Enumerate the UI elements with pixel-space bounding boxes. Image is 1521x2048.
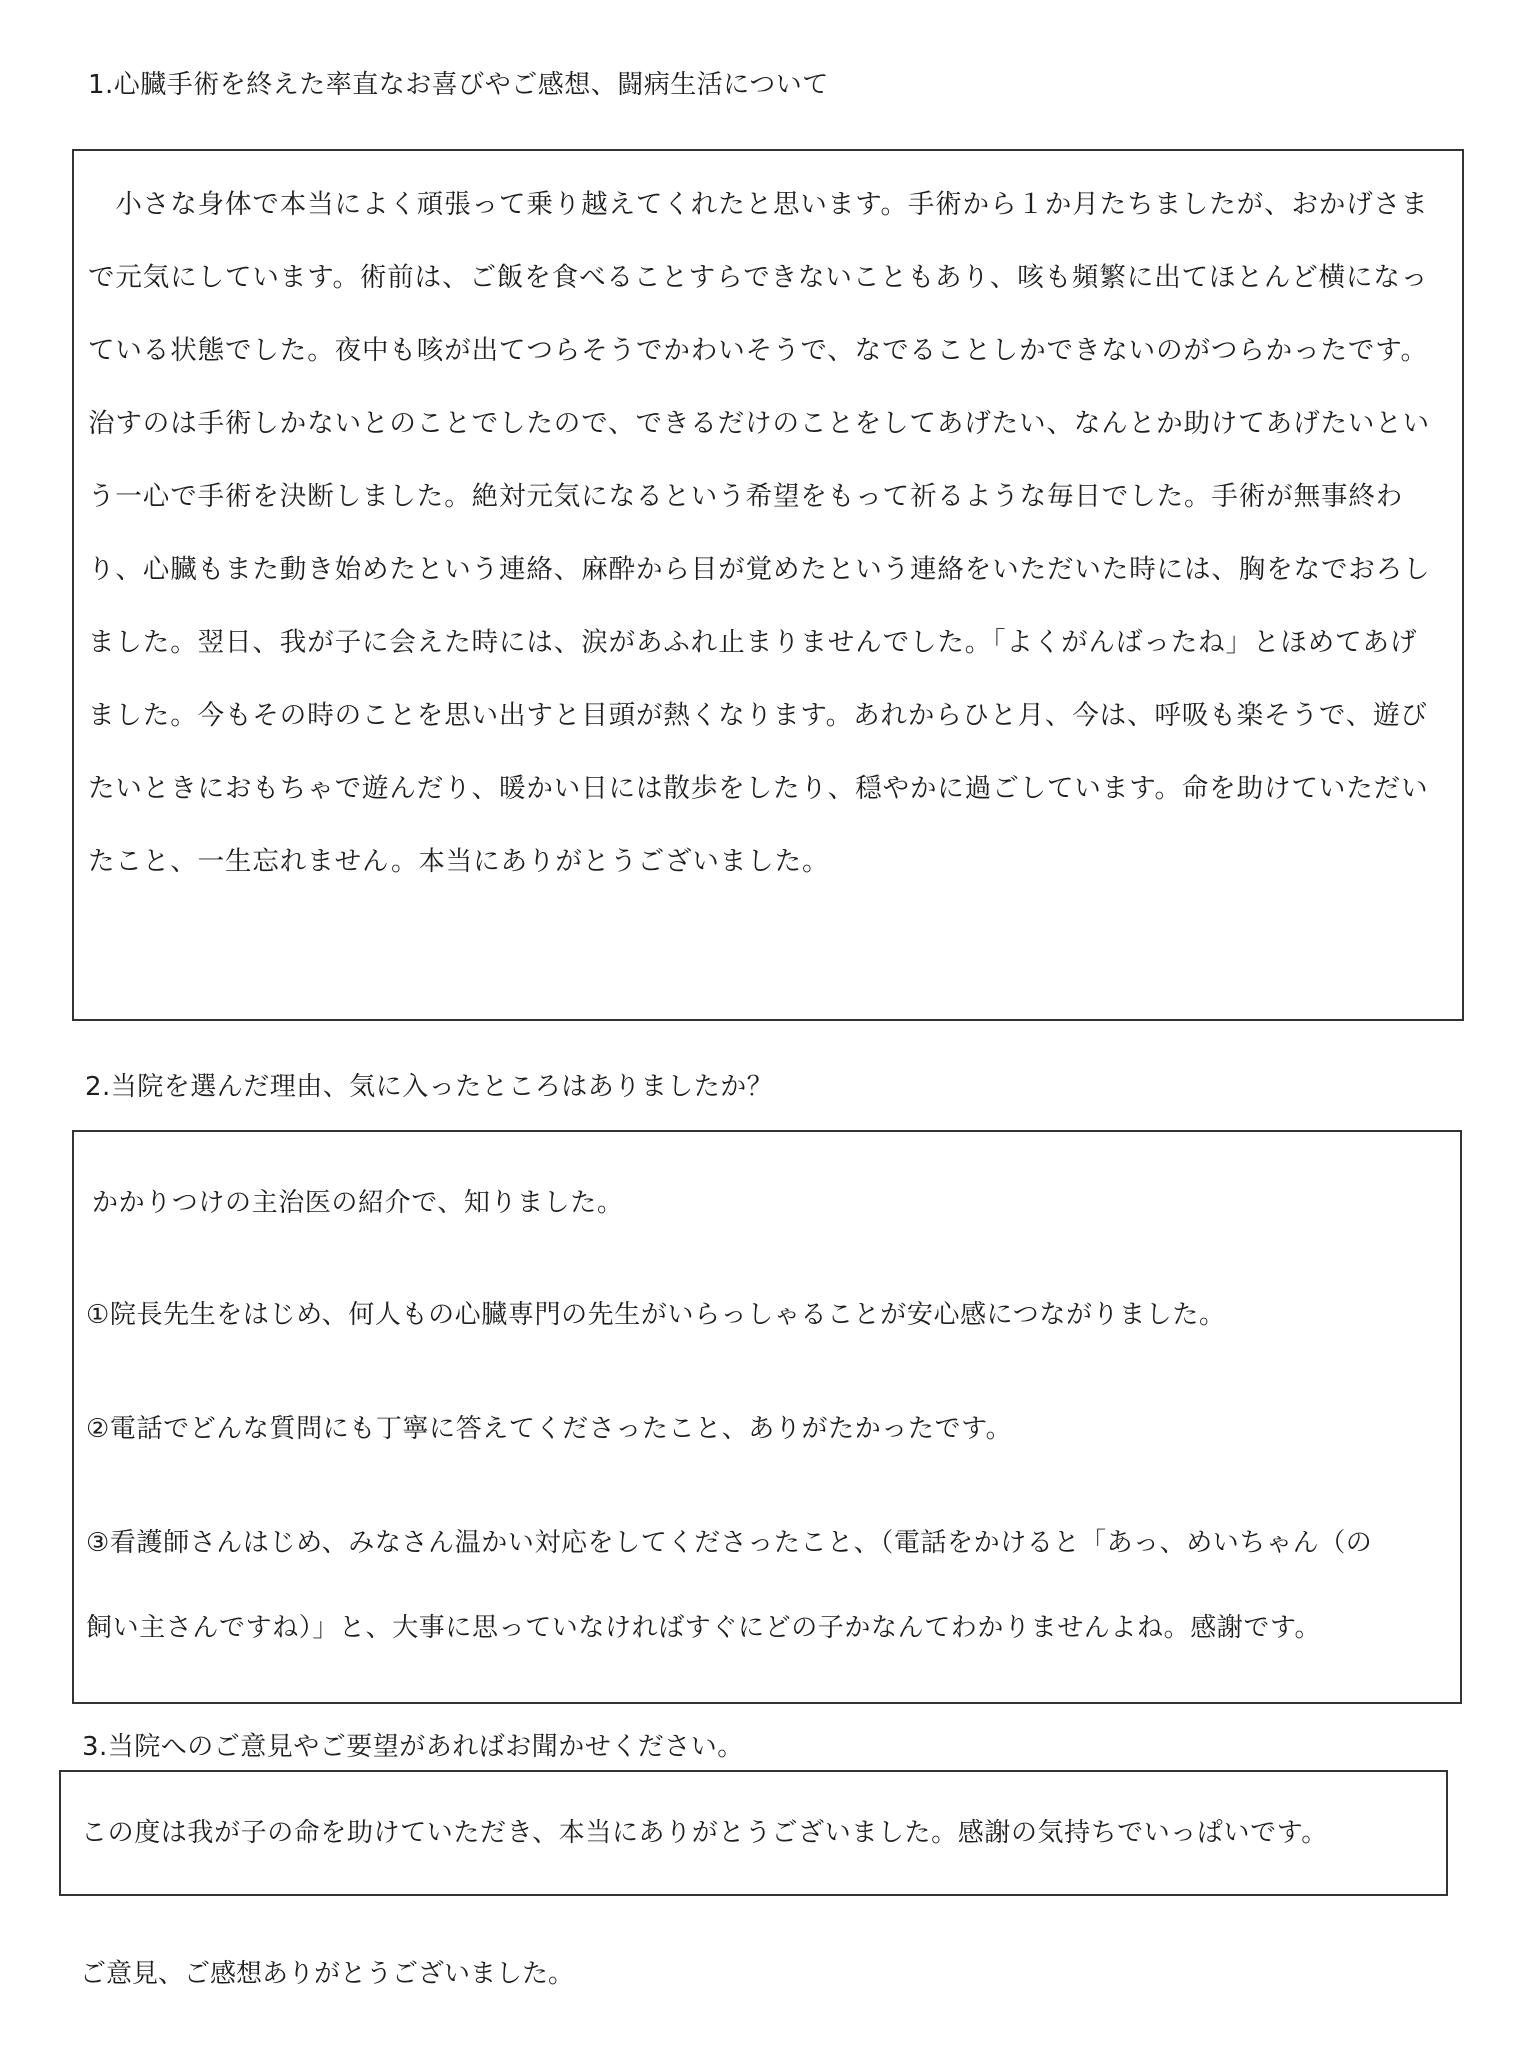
answer-line: り、心臓もまた動き始めたという連絡、麻酔から目が覚めたという連絡をいただいた時には、胸をなでおろし	[88, 554, 1431, 585]
answer-line: 小さな身体で本当によく頑張って乗り越えてくれたと思います。手術から１か月たちましたが、おかげさま	[88, 189, 1429, 220]
answer-line: ②電話でどんな質問にも丁寧に答えてくださったこと、ありがたかったです。	[86, 1414, 1013, 1444]
answer-line: たこと、一生忘れません。本当にありがとうございました。	[88, 846, 830, 877]
answer-line: う一心で手術を決断しました。絶対元気になるという希望をもって祈るような毎日でした。手術が無事終わ	[88, 481, 1404, 512]
section-3-answer-box	[59, 1770, 1448, 1896]
section-3-heading: 3.当院へのご意見やご要望があればお聞かせください。	[82, 1732, 744, 1762]
section-1-answer-box	[72, 149, 1464, 1021]
section-1-heading: 1.心臓手術を終えた率直なお喜びやご感想、闘病生活について	[88, 70, 829, 100]
answer-line: 飼い主さんですね）」と、大事に思っていなければすぐにどの子かなんてわかりませんよね。感謝です。	[86, 1613, 1322, 1643]
answer-line: かかりつけの主治医の紹介で、知りました。	[92, 1188, 624, 1218]
answer-line: ました。今もその時のことを思い出すと目頭が熱くなります。あれからひと月、今は、呼吸も楽そうで、遊び	[88, 700, 1428, 731]
answer-line: この度は我が子の命を助けていただき、本当にありがとうございました。感謝の気持ちでいっぱいです。	[81, 1818, 1328, 1848]
answer-line: ③看護師さんはじめ、みなさん温かい対応をしてくださったこと、（電話をかけると「あっ、めいちゃん（の	[86, 1528, 1373, 1558]
answer-line: たいときにおもちゃで遊んだり、暖かい日には散歩をしたり、穏やかに過ごしています。命を助けていただい	[88, 773, 1429, 804]
answer-line: 治すのは手術しかないとのことでしたので、できるだけのことをしてあげたい、なんとか助けてあげたいとい	[88, 408, 1431, 439]
answer-line: ①院長先生をはじめ、何人もの心臓専門の先生がいらっしゃることが安心感につながりました。	[86, 1300, 1226, 1330]
answer-line: ている状態でした。夜中も咳が出てつらそうでかわいそうで、なでることしかできないのがつらかったです。	[88, 335, 1428, 366]
section-2-answer-box	[72, 1130, 1462, 1704]
closing-message: ご意見、ご感想ありがとうございました。	[80, 1959, 575, 1989]
answer-line: ました。翌日、我が子に会えた時には、涙があふれ止まりませんでした。「よくがんばったね」とほめてあげ	[88, 627, 1418, 658]
section-2-heading: 2.当院を選んだ理由、気に入ったところはありましたか？	[85, 1072, 774, 1102]
answer-line: で元気にしています。術前は、ご飯を食べることすらできないこともあり、咳も頻繁に出てほとんど横になっ	[88, 262, 1429, 293]
